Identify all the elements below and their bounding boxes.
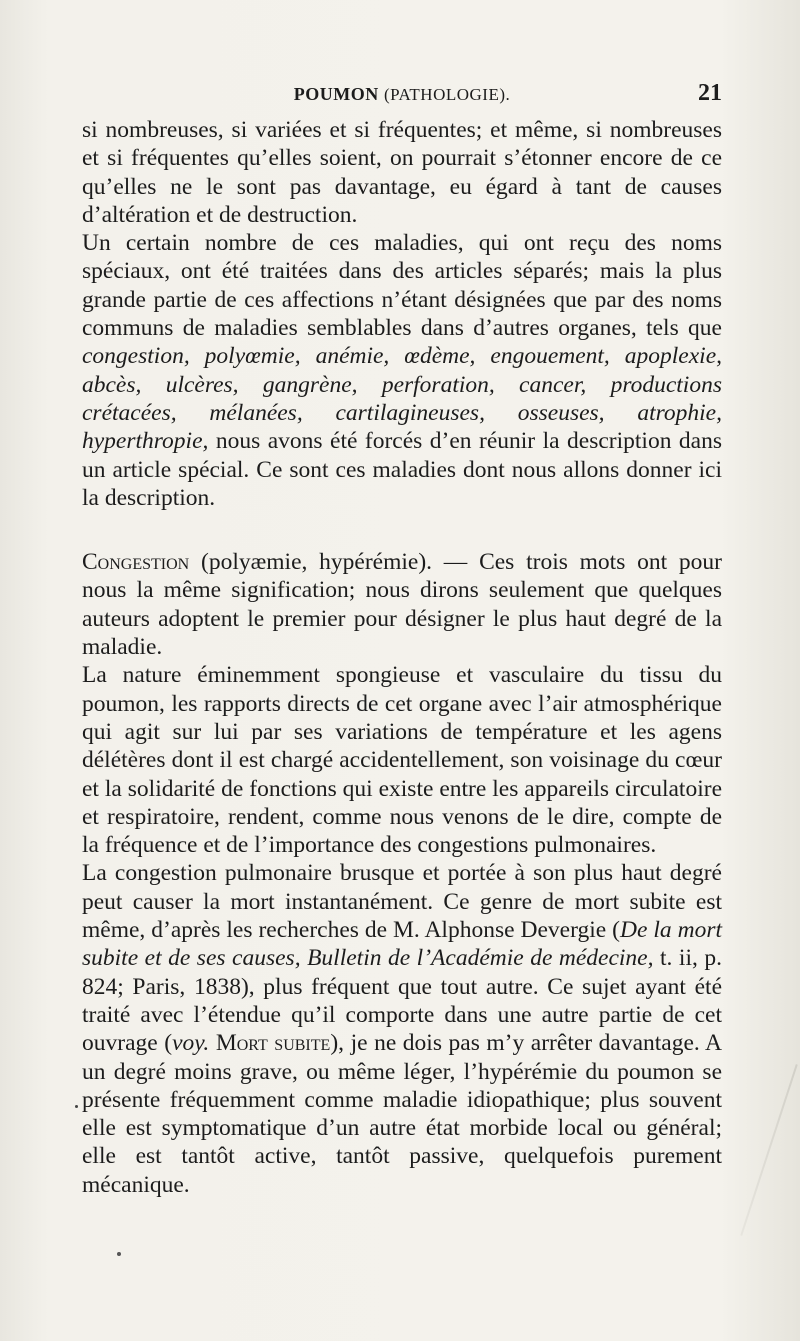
paragraph-1-text: si nombreuses, si variées et si fréquentes; et même, si nombreuses et si fréquentes qu’elles soient, on pourrait s’étonner encore de ce qu’elles ne le sont pas davantage, eu égard à tant de causes d’altération et de destruction.	[82, 117, 722, 228]
paragraph-continuation	[82, 116, 722, 229]
paragraph-nature	[82, 661, 722, 859]
paragraph-2-text-b: nous avons été forcés d’en réunir la description dans un article spécial. Ce sont ces maladies dont nous allons donner ici la description.	[82, 428, 722, 511]
page-number: 21	[698, 80, 722, 106]
running-header	[82, 80, 722, 116]
paragraph-4-text: La nature éminemment spongieuse et vasculaire du tissu du poumon, les rapports directs de cet organe avec l’air atmosphérique qui agit sur lui par ses variations de température et les agens délétères dont il est chargé accidentellement, son voisinage du cœur et la solidarité de fonctions qui existe entre les appareils circulatoire et respiratoire, rendent, comme nous venons de le dire, compte de la fréquence et de l’importance des congestions pulmonaires.	[82, 662, 722, 859]
paragraph-2-text-a: Un certain nombre de ces maladies, qui ont reçu des noms spéciaux, ont été traitées dans des articles séparés; mais la plus grande partie de ces affections n’étant désignées que par des noms communs de maladies semblables dans d’autres organes, tels que	[82, 230, 722, 342]
section-heading-congestion: Congestion	[82, 549, 190, 576]
paragraph-3-text: (polyæmie, hypérémie). — Ces trois mots ont pour nous la même signification; nous dirons seulement que quelques auteurs adoptent le premier pour désigner le plus haut degré de la maladie.	[82, 549, 722, 661]
paragraph-5-text-c: ), je ne dois pas m’y arrêter davantage. A un degré moins grave, ou même léger, l’hypérémie du poumon se présente fréquemment comme maladie idiopathique; plus souvent elle est symptomatique d’un autre état morbide local ou général; elle est tantôt active, tantôt passive, quelquefois purement mécanique.	[82, 1030, 723, 1198]
paragraph-congestion-brusque	[82, 859, 722, 1199]
running-title-sub: (PATHOLOGIE).	[383, 85, 511, 104]
ink-speck	[75, 1105, 78, 1108]
paper-crease	[740, 1064, 798, 1236]
paragraph-maladies	[82, 229, 722, 512]
running-title-main: POUMON	[293, 84, 379, 104]
citation-italic: De la mort subite et de ses causes, Bulletin de l’Académie de médecine,	[82, 917, 722, 972]
body-text	[82, 116, 722, 1199]
paragraph-2-italic-list: congestion, polyœmie, anémie, œdème, engouement, apoplexie, abcès, ulcères, gangrène, perforation, cancer, productions crétacées, mélanées, cartilagineuses, osseuses, atrophie, hyperthropie,	[82, 343, 722, 455]
voy-reference: voy.	[172, 1030, 210, 1057]
mort-subite-reference: Mort subite	[209, 1030, 331, 1057]
ink-dot	[117, 1252, 121, 1256]
running-title	[82, 84, 722, 106]
paragraph-5-text-a: La congestion pulmonaire brusque et portée à son plus haut degré peut causer la mort instantanément. Ce genre de mort subite est même, d’après les recherches de M. Alphonse Devergie (	[82, 860, 722, 944]
paragraph-congestion	[82, 548, 722, 661]
paragraph-5-text-b: t. ii, p. 824; Paris, 1838), plus fréquent que tout autre. Ce sujet ayant été traité avec l’étendue qu’il comporte dans une autre partie de cet ouvrage (	[82, 945, 722, 1057]
